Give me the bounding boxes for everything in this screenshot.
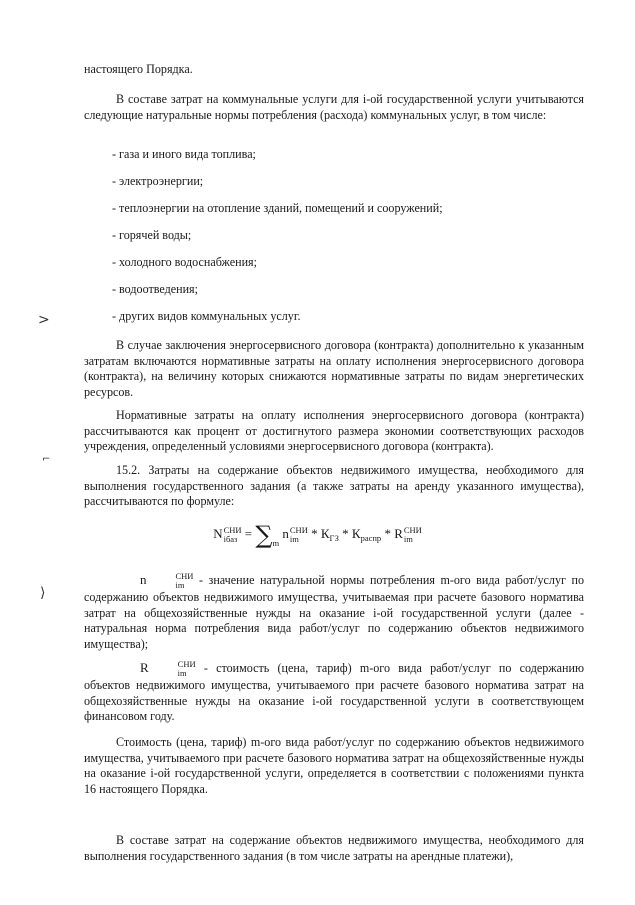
list-item: - других видов коммунальных услуг. [112,309,301,323]
formula-times: * [384,526,391,541]
paragraph-15-2: 15.2. Затраты на содержание объектов недвижимого имущества, необходимого для выполнения государственного задания (а также затраты на аренду указанного имущества), рассчитываются по формуле: [84,463,584,509]
list-item: - холодного водоснабжения; [112,255,257,269]
definition-r [84,660,584,725]
definition-n-text: - значение натуральной нормы потребления m-ого вида работ/услуг по содержанию объектов недвижимого имущества, учитываемая при расчете базового норматива затрат на общехозяйственные нужды на оказание i-ой государственной услуги (далее - натуральная норма потребления вида работ/услуг по содержанию объектов недвижимого имущества); [84,573,584,651]
list-item: - газа и иного вида топлива; [112,147,256,161]
formula-n: n СНИ im [282,525,308,545]
formula [0,521,635,553]
definition-r-text: - стоимость (цена, тариф) m-ого вида работ/услуг по содержанию объектов недвижимого имущества, учитываемого при расчете базового норматива затрат на общехозяйственные нужды на оказание i-ой государственной услуги в соответствующем финансовом году. [84,661,584,724]
formula-lhs: N СНИ iбаз [213,525,242,545]
sum-index: m [272,538,280,548]
margin-mark-icon: ⌐ [42,454,51,465]
formula-k-gz: $К_{ГЗ}$ [320,526,339,543]
formula-r: R СНИ im [394,525,422,545]
sum-symbol: ∑ [255,521,273,550]
list-item: - теплоэнергии на отопление зданий, помещений и сооружений; [112,201,443,215]
definition-r-symbol: R СНИ im [140,659,196,679]
definition-n [84,572,584,653]
margin-mark-icon: > [38,312,50,328]
paragraph-cost-determination: Стоимость (цена, тариф) m-ого вида работ/услуг по содержанию объектов недвижимого имущества, учитываемого при расчете базового норматива затрат на общехозяйственные нужды на оказание i-ой государственной услуги, определяется в соответствии с положениями пункта 16 настоящего Порядка. [84,735,584,796]
list-item: - горячей воды; [112,228,192,242]
formula-times: * [311,526,318,541]
definition-n-symbol: n СНИ im [140,571,194,591]
list-item: - водоотведения; [112,282,198,296]
margin-mark-icon: ⟩ [40,585,46,601]
paragraph-energy-service-costs: Нормативные затраты на оплату исполнения энергосервисного договора (контракта) рассчитываются как процент от достигнутого размера экономии соответствующих расходов учреждения, определенный условиями энергосервисного договора (контракта). [84,408,584,454]
formula-equals: = [244,526,253,541]
formula-times: * [342,526,349,541]
paragraph-utilities: В составе затрат на коммунальные услуги для i-ой государственной услуги учитываются следующие натуральные нормы потребления (расхода) коммунальных услуг, в том числе: [84,92,584,122]
list-item: - электроэнергии; [112,174,204,188]
paragraph-maintenance-costs: В составе затрат на содержание объектов недвижимого имущества, необходимого для выполнения государственного задания (в том числе затраты на арендные платежи), [84,833,584,863]
continuation-line: настоящего Порядка. [84,62,193,76]
formula-k-raspr: $К_{распр}$ [351,526,382,543]
paragraph-energy-service: В случае заключения энергосервисного договора (контракта) дополнительно к указанным затратам включаются нормативные затраты на оплату исполнения энергосервисного договора (контракта), на величину которых снижаются нормативные затраты по видам энергетических ресурсов. [84,338,584,399]
